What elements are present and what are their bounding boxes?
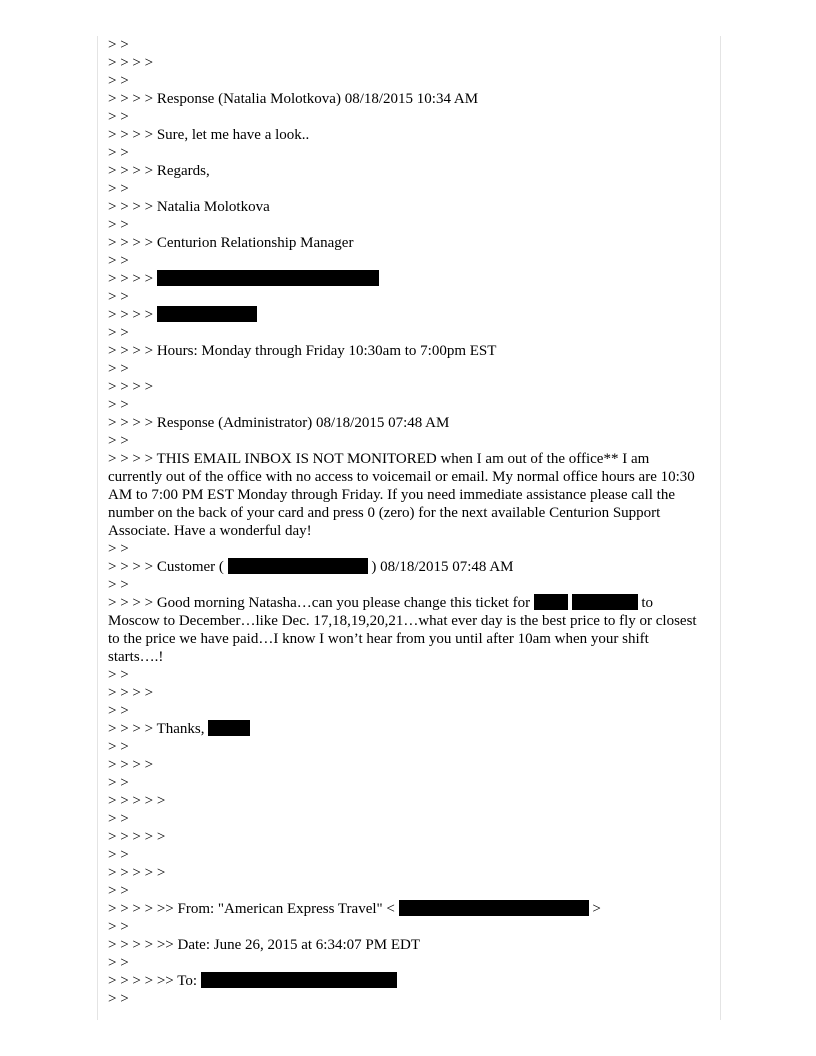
quote-line: > > [108, 991, 129, 1007]
quote-line: > > [108, 145, 129, 161]
redaction-block [534, 594, 568, 610]
quote-line: > > [108, 109, 129, 125]
redaction-block [208, 720, 250, 736]
quote-line: > > [108, 847, 129, 863]
quote-line: > > [108, 667, 129, 683]
auto-reply-message: > > > > THIS EMAIL INBOX IS NOT MONITORED when I am out of the office** I am currently out of the office with no access to voicemail or email. My normal office hours are 10:30 AM to 7:00 PM EST Monday through Friday. If you need immediate assistance please call the number on the back of your card and press 0 (zero) for the next available Centurion Support Associate. Have a wonderful day! [108, 451, 698, 539]
response-header-natalia: > > > > Response (Natalia Molotkova) 08/18/2015 10:34 AM [108, 91, 479, 107]
customer-message-start: > > > > Good morning Natasha…can you please change this ticket for [108, 595, 534, 611]
signoff-text: > > > > Thanks, [108, 721, 209, 737]
from-label: > > > > >> From: "American Express Travel" < [108, 901, 399, 917]
message-text: > > > > Sure, let me have a look.. [108, 127, 310, 143]
signature-hours: > > > > Hours: Monday through Friday 10:30am to 7:00pm EST [108, 343, 497, 359]
customer-message-rest: to Moscow to December…like Dec. 17,18,19,20,21…what ever day is the best price to fly or closest to the price we have paid…I know I won’t hear from you until after 10am when your shift starts….! [108, 595, 701, 665]
quote-line: > > > > [108, 757, 154, 773]
quote-line: > > [108, 541, 129, 557]
quote-line: > > [108, 883, 129, 899]
redaction-block [157, 306, 257, 322]
signature-redacted-line [108, 306, 704, 324]
quote-line: > > > > > [108, 865, 166, 881]
signature-name: > > > > Natalia Molotkova [108, 199, 270, 215]
to-label: > > > > >> To: [108, 973, 201, 989]
customer-header [108, 558, 704, 576]
quote-line: > > [108, 919, 129, 935]
email-thread [108, 36, 704, 1008]
quote-line: > > [108, 181, 129, 197]
response-header-administrator: > > > > Response (Administrator) 08/18/2015 07:48 AM [108, 415, 450, 431]
quote-line: > > [108, 253, 129, 269]
forwarded-to-header [108, 972, 704, 990]
quote-line: > > > > [108, 379, 154, 395]
customer-header-timestamp: ) 08/18/2015 07:48 AM [367, 559, 514, 575]
redaction-block [572, 594, 638, 610]
quote-line: > > [108, 325, 129, 341]
customer-message [108, 594, 704, 666]
redaction-block [157, 270, 379, 286]
quote-line: > > > > > [108, 793, 166, 809]
customer-header-prefix: > > > > Customer ( [108, 559, 228, 575]
from-close: > [588, 901, 601, 917]
forwarded-from-header [108, 900, 704, 918]
quote-line: > > [108, 217, 129, 233]
quote-prefix: > > > > [108, 307, 157, 323]
redaction-block [399, 900, 589, 916]
quote-line: > > [108, 577, 129, 593]
redaction-block [201, 972, 397, 988]
quote-line: > > [108, 811, 129, 827]
quote-line: > > [108, 397, 129, 413]
customer-signoff [108, 720, 704, 738]
quote-prefix: > > > > [108, 271, 157, 287]
quote-line: > > [108, 37, 129, 53]
quote-line: > > [108, 739, 129, 755]
quote-line: > > [108, 955, 129, 971]
quote-line: > > [108, 703, 129, 719]
signature-regards: > > > > Regards, [108, 163, 210, 179]
quote-line: > > > > [108, 55, 154, 71]
signature-redacted-line [108, 270, 704, 288]
quote-line: > > [108, 361, 129, 377]
quote-line: > > [108, 289, 129, 305]
quote-line: > > [108, 73, 129, 89]
quote-line: > > [108, 775, 129, 791]
signature-title: > > > > Centurion Relationship Manager [108, 235, 354, 251]
redaction-block [228, 558, 368, 574]
quote-line: > > [108, 433, 129, 449]
quote-line: > > > > [108, 685, 154, 701]
forwarded-date-header: > > > > >> Date: June 26, 2015 at 6:34:07 PM EDT [108, 937, 420, 953]
quote-line: > > > > > [108, 829, 166, 845]
